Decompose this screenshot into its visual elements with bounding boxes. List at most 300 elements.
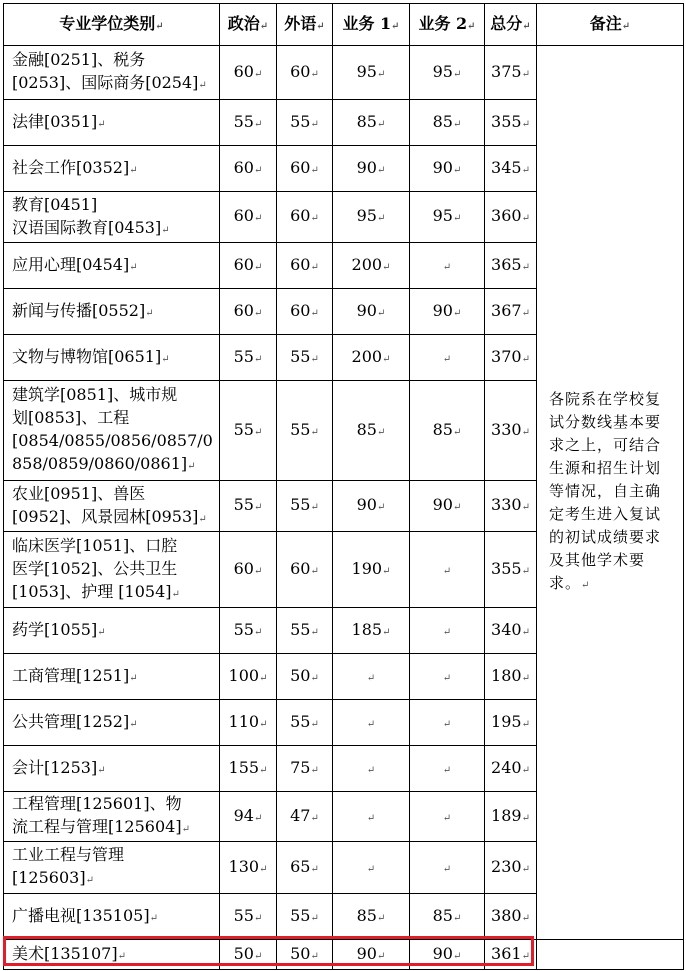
cell-subject1 [333,746,410,792]
cell-subject1 [333,335,410,381]
paragraph-mark: ↵ [145,307,154,319]
cell-category [4,192,220,243]
total-value: 330 [491,419,522,439]
paragraph-mark: ↵ [97,626,106,638]
language-value: 55 [290,419,311,439]
paragraph-mark: ↵ [376,426,386,438]
paragraph-mark: ↵ [253,261,263,273]
total-value: 375 [491,61,522,81]
cell-subject1 [333,608,410,654]
cell-language [277,608,333,654]
language-value: 55 [290,619,311,639]
category-text: [125603] [12,868,86,887]
cell-remark-empty [537,940,684,970]
paragraph-mark: ↵ [366,718,376,730]
cell-category [4,100,220,146]
subject1-value: 200 [351,346,383,366]
category-text: 社会工作[0352] [12,157,130,177]
subject2-value: 95 [432,206,453,225]
cell-category [4,335,220,381]
paragraph-mark: ↵ [376,912,386,924]
paragraph-mark: ↵ [382,353,391,365]
category-text: 工业工程与管理 [12,845,125,864]
category-text: 新闻与传播[0552] [12,300,146,320]
language-value: 55 [290,495,311,514]
cell-subject1 [333,842,410,894]
category-line [12,71,219,97]
paragraph-mark: ↵ [521,426,530,438]
cell-subject2 [410,842,485,894]
paragraph-mark: ↵ [366,812,376,824]
cell-subject2 [410,894,485,940]
cell-category [4,654,220,700]
cell-language [277,532,333,608]
paragraph-mark: ↵ [253,118,263,130]
cell-total [485,700,537,746]
total-value: 195 [491,711,522,731]
paragraph-mark: ↵ [129,718,138,730]
subject1-value: 95 [356,206,377,225]
header-subject2: 业务 2↵ [410,4,485,46]
cell-total [485,243,537,289]
cell-subject2 [410,381,485,481]
category-line [12,505,219,531]
cell-language [277,654,333,700]
score-table [3,3,684,970]
subject1-value: 90 [356,495,377,514]
cell-politics [220,100,277,146]
cell-subject2 [410,481,485,532]
category-line [12,345,219,371]
cell-total [485,46,537,100]
paragraph-mark: ↵ [253,164,263,176]
category-text: 临床医学[1051]、口腔 [12,535,178,555]
paragraph-mark: ↵ [310,502,319,513]
cell-politics [220,700,277,746]
politics-value: 55 [233,619,254,639]
total-value: 189 [491,805,522,825]
category-line [12,383,219,406]
cell-category [4,243,220,289]
paragraph-mark: ↵ [452,118,462,130]
cell-subject2 [410,700,485,746]
cell-politics [220,842,277,894]
category-text: 金融[0251]、税务 [12,50,146,69]
paragraph-mark: ↵ [171,588,180,600]
header-row [4,4,684,46]
paragraph-mark: ↵ [310,626,319,638]
politics-value: 100 [228,665,260,685]
subject2-value: 85 [432,905,453,925]
politics-value: 60 [233,157,254,177]
cell-category [4,381,220,481]
total-value: 240 [491,757,522,777]
paragraph-mark: ↵ [366,764,376,776]
cell-category [4,894,220,940]
paragraph-mark: ↵ [310,565,319,577]
category-line [12,756,219,782]
paragraph-mark: ↵ [521,353,530,365]
paragraph-mark: ↵ [253,565,263,577]
cell-subject2 [410,608,485,654]
cell-total [485,289,537,335]
cell-category [4,700,220,746]
cell-subject2 [410,792,485,842]
category-text: 会计[1253] [12,757,98,777]
cell-subject1 [333,532,410,608]
paragraph-mark: ↵ [310,426,319,438]
total-value: 345 [491,157,522,177]
cell-language [277,243,333,289]
category-text: 工商管理[1251] [12,665,130,685]
paragraph-mark: ↵ [129,164,138,176]
language-value: 60 [290,254,311,274]
paragraph-mark: ↵ [452,950,462,962]
paragraph-mark: ↵ [310,118,319,130]
paragraph-mark: ↵ [452,68,462,80]
cell-language [277,100,333,146]
cell-politics [220,46,277,100]
paragraph-mark: ↵ [452,502,462,513]
language-value: 50 [290,943,311,963]
cell-total [485,746,537,792]
paragraph-mark: ↵ [382,565,391,577]
cell-politics [220,243,277,289]
politics-value: 55 [233,495,254,514]
language-value: 65 [290,856,311,876]
cell-language [277,481,333,532]
paragraph-mark: ↵ [310,213,319,224]
paragraph-mark: ↵ [310,764,319,776]
paragraph-mark: ↵ [253,912,263,924]
cell-subject2 [410,746,485,792]
cell-language [277,894,333,940]
politics-value: 60 [233,206,254,225]
category-line [12,942,219,968]
cell-language [277,146,333,192]
paragraph-mark: ↵ [376,502,386,513]
cell-subject2 [410,100,485,146]
politics-value: 60 [233,254,254,274]
paragraph-mark: ↵ [442,863,452,875]
paragraph-mark: ↵ [521,812,530,824]
language-value: 60 [290,61,311,81]
category-text: 858/0859/0860/0861] [12,454,188,473]
cell-total [485,532,537,608]
paragraph-mark: ↵ [442,353,452,365]
cell-language [277,289,333,335]
language-value: 55 [290,711,311,731]
cell-language [277,940,333,970]
category-line [12,156,219,182]
category-text: 教育[0451] [12,194,98,214]
language-value: 60 [290,300,311,320]
language-value: 60 [290,206,311,225]
language-value: 55 [290,905,311,925]
cell-subject2 [410,335,485,381]
category-line [12,534,219,557]
politics-value: 110 [228,711,260,731]
cell-language [277,746,333,792]
cell-politics [220,532,277,608]
paragraph-mark: ↵ [376,164,386,176]
paragraph-mark: ↵ [442,812,452,824]
cell-total [485,842,537,894]
cell-politics [220,146,277,192]
header-remark: 备注↵ [537,4,684,46]
politics-value: 55 [233,905,254,925]
language-value: 60 [290,558,311,578]
paragraph-mark: ↵ [442,261,452,273]
subject2-value: 85 [432,111,453,131]
cell-subject1 [333,243,410,289]
category-text: 广播电视[135105] [12,905,150,925]
category-line [12,843,219,866]
cell-subject1 [333,481,410,532]
politics-value: 130 [228,856,260,876]
table-row [4,46,684,100]
total-value: 180 [491,665,522,685]
cell-language [277,700,333,746]
subject1-value: 185 [351,619,383,639]
language-value: 47 [290,805,311,825]
total-value: 355 [491,111,522,131]
paragraph-mark: ↵ [187,461,196,472]
politics-value: 155 [228,757,260,777]
paragraph-mark: ↵ [97,118,106,130]
cell-subject2 [410,146,485,192]
paragraph-mark: ↵ [149,912,158,924]
total-value: 361 [491,943,522,963]
paragraph-mark: ↵ [452,426,462,438]
paragraph-mark: ↵ [253,307,263,319]
remark-text: 各院系在学校复试分数线基本要求之上，可结合生源和招生计划等情况，自主确定考生进入复试的初试成绩要求及其他学术要求。 [549,390,662,592]
paragraph-mark: ↵ [521,118,530,130]
paragraph-mark: ↵ [161,224,170,236]
category-line [12,253,219,279]
paragraph-mark: ↵ [310,307,319,319]
category-text: 流工程与管理[125604] [12,817,182,836]
cell-total [485,894,537,940]
cell-subject1 [333,100,410,146]
paragraph-mark: ↵ [521,672,530,684]
total-value: 380 [491,905,522,925]
cell-subject1 [333,381,410,481]
cell-language [277,842,333,894]
politics-value: 60 [233,300,254,320]
subject2-value: 85 [432,419,453,439]
paragraph-mark: ↵ [198,80,207,91]
paragraph-mark: ↵ [253,426,263,438]
category-text: [0253]、国际商务[0254] [12,73,199,92]
category-text: 公共管理[1252] [12,711,130,731]
cell-subject1 [333,940,410,970]
category-line [12,429,219,452]
politics-value: 55 [233,346,254,366]
paragraph-mark: ↵ [521,502,530,513]
subject1-value: 90 [356,157,377,177]
cell-subject2 [410,654,485,700]
header-politics: 政治↵ [220,4,277,46]
paragraph-mark: ↵ [521,764,530,776]
category-line [12,904,219,930]
cell-politics [220,481,277,532]
category-text: 美术[135107] [12,943,118,963]
cell-subject2 [410,192,485,243]
politics-value: 50 [233,943,254,963]
cell-subject1 [333,894,410,940]
paragraph-mark: ↵ [181,824,190,835]
category-line [12,216,219,242]
category-line [12,866,219,892]
subject1-value: 85 [356,419,377,439]
cell-subject2 [410,289,485,335]
paragraph-mark: ↵ [253,213,263,224]
paragraph-mark: ↵ [376,213,386,224]
cell-politics [220,192,277,243]
paragraph-mark: ↵ [376,950,386,962]
total-value: 370 [491,346,522,366]
cell-subject1 [333,792,410,842]
cell-subject1 [333,654,410,700]
subject1-value: 90 [356,943,377,963]
cell-category [4,289,220,335]
cell-subject2 [410,243,485,289]
paragraph-mark: ↵ [376,68,386,80]
subject1-value: 85 [356,111,377,131]
cell-total [485,940,537,970]
paragraph-mark: ↵ [521,68,530,80]
cell-politics [220,335,277,381]
total-value: 230 [491,856,522,876]
cell-remark [537,46,684,940]
paragraph-mark: ↵ [382,626,391,638]
cell-subject1 [333,192,410,243]
paragraph-mark: ↵ [376,118,386,130]
paragraph-mark: ↵ [310,672,319,684]
cell-language [277,192,333,243]
category-text: 法律[0351] [12,111,98,131]
category-text: 农业[0951]、兽医 [12,483,146,503]
cell-language [277,792,333,842]
cell-total [485,481,537,532]
language-value: 55 [290,111,311,131]
cell-subject2 [410,46,485,100]
paragraph-mark: ↵ [442,764,452,776]
category-line [12,406,219,429]
total-value: 330 [491,495,522,514]
category-text: 工程管理[125601]、物 [12,794,182,813]
paragraph-mark: ↵ [521,950,530,962]
category-text: [1053]、护理 [1054] [12,581,172,601]
paragraph-mark: ↵ [97,764,106,776]
politics-value: 60 [233,61,254,81]
category-text: 建筑学[0851]、城市规 [12,385,178,404]
total-value: 367 [491,300,522,320]
category-line [12,48,219,71]
cell-category [4,940,220,970]
paragraph-mark: ↵ [310,863,319,875]
cell-subject1 [333,289,410,335]
politics-value: 55 [233,111,254,131]
paragraph-mark: ↵ [161,353,170,365]
cell-subject2 [410,532,485,608]
total-value: 360 [491,206,522,225]
category-text: 划[0853]、工程 [12,408,130,427]
header-subject1: 业务 1↵ [333,4,410,46]
cell-total [485,608,537,654]
paragraph-mark: ↵ [521,164,530,176]
cell-category [4,481,220,532]
category-line [12,193,219,216]
category-text: 药学[1055] [12,619,98,639]
paragraph-mark: ↵ [310,164,319,176]
language-value: 55 [290,346,311,366]
category-line [12,815,219,841]
paragraph-mark: ↵ [452,213,462,224]
paragraph-mark: ↵ [521,213,530,224]
cell-politics [220,894,277,940]
paragraph-mark: ↵ [521,565,530,577]
paragraph-mark: ↵ [253,950,263,962]
cell-category [4,842,220,894]
total-value: 340 [491,619,522,639]
paragraph-mark: ↵ [521,863,530,875]
paragraph-mark: ↵ [366,863,376,875]
cell-total [485,146,537,192]
cell-politics [220,289,277,335]
cell-total [485,192,537,243]
paragraph-mark: ↵ [259,764,268,776]
cell-category [4,746,220,792]
politics-value: 55 [233,419,254,439]
paragraph-mark: ↵ [310,912,319,924]
category-text: 汉语国际教育[0453] [12,217,162,237]
paragraph-mark: ↵ [85,875,94,886]
politics-value: 94 [233,805,254,825]
category-line [12,792,219,815]
cell-total [485,654,537,700]
paragraph-mark: ↵ [253,626,263,638]
cell-politics [220,608,277,654]
cell-politics [220,381,277,481]
cell-subject1 [333,46,410,100]
category-text: [0854/0855/0856/0857/0 [12,431,213,450]
paragraph-mark: ↵ [310,718,319,730]
subject1-value: 200 [351,254,383,274]
cell-language [277,381,333,481]
paragraph-mark: ↵ [310,353,319,365]
subject2-value: 90 [432,157,453,177]
cell-subject1 [333,146,410,192]
category-text: 应用心理[0454] [12,254,130,274]
category-line [12,710,219,736]
cell-politics [220,792,277,842]
paragraph-mark: ↵ [259,672,268,684]
paragraph-mark: ↵ [253,68,263,80]
cell-politics [220,654,277,700]
paragraph-mark: ↵ [259,718,268,730]
paragraph-mark: ↵ [366,672,376,684]
paragraph-mark: ↵ [310,950,319,962]
subject2-value: 95 [432,61,453,81]
category-text: 医学[1052]、公共卫生 [12,558,178,578]
paragraph-mark: ↵ [259,863,268,875]
subject1-value: 190 [351,558,383,578]
category-line [12,557,219,580]
paragraph-mark: ↵ [521,912,530,924]
language-value: 60 [290,157,311,177]
